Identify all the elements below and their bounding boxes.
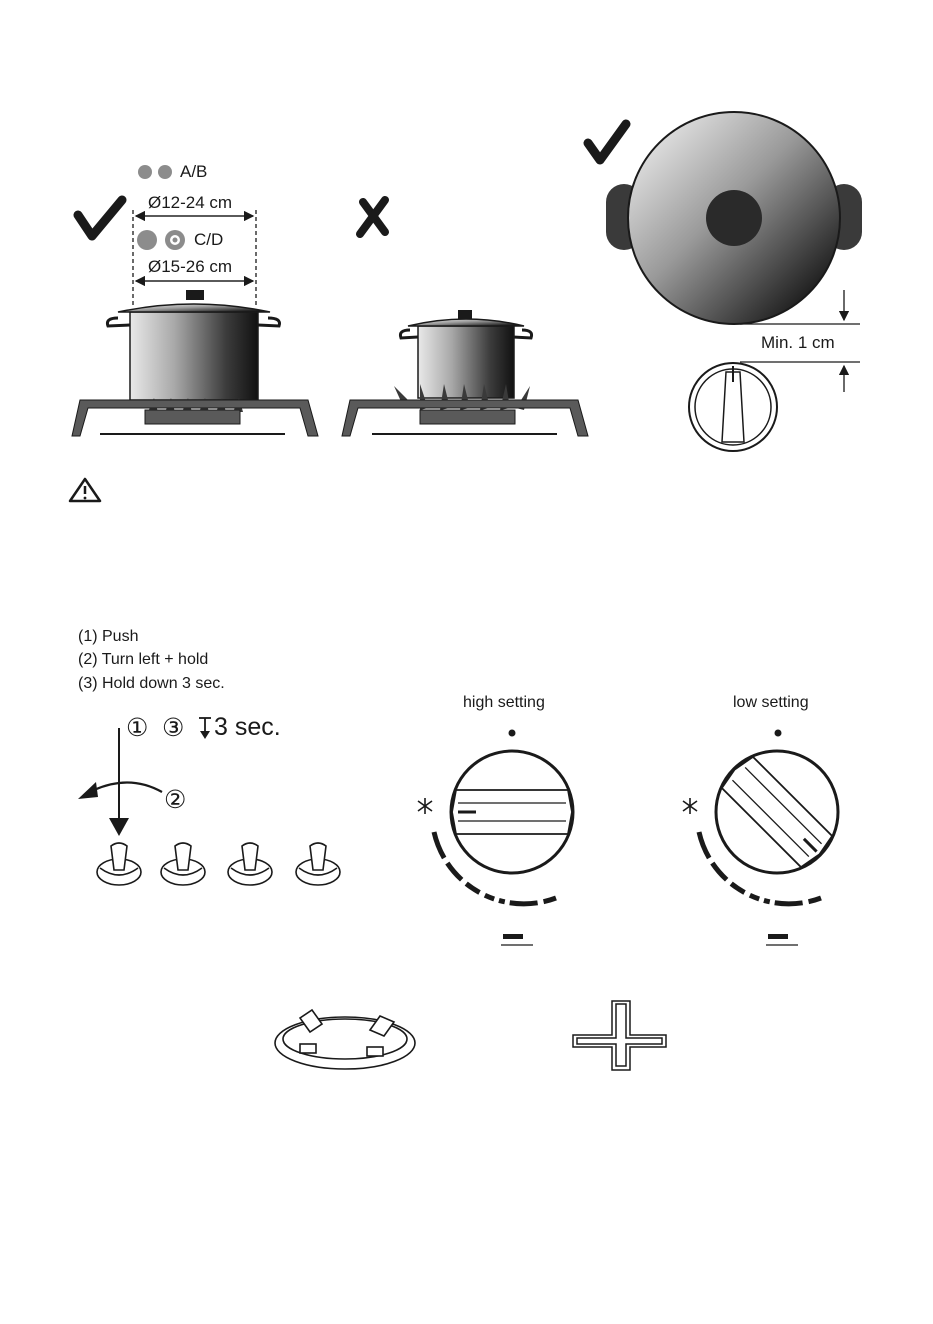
knob-4 — [296, 843, 340, 885]
burner-group-2-size: Ø15-26 cm — [148, 257, 233, 276]
ignition-step-1: (1) Push — [78, 628, 139, 645]
wok-ring — [275, 1010, 415, 1069]
simmer-plate — [573, 1001, 666, 1070]
check-icon — [588, 124, 626, 160]
knob-2 — [161, 843, 205, 885]
hold-down-icon — [199, 718, 211, 739]
low-setting-label: low setting — [733, 694, 809, 711]
minimum-flame-icon — [501, 934, 533, 945]
burner-group-1-size: Ø12-24 cm — [148, 193, 233, 212]
knob-low-setting — [683, 730, 838, 946]
ignition-flame-icon — [418, 798, 432, 814]
step-1-marker: ① — [126, 714, 149, 742]
burner-large-icon — [137, 230, 185, 250]
check-icon — [78, 200, 122, 236]
step-3-marker: ③ — [162, 714, 185, 742]
off-position-dot — [775, 730, 782, 737]
correct-pot — [107, 290, 279, 400]
step-2-marker: ② — [164, 786, 187, 814]
pan-support-right — [342, 400, 588, 436]
pot-top-view — [606, 112, 862, 324]
knob-row — [97, 843, 340, 885]
hold-duration: 3 sec. — [214, 713, 281, 741]
knob-high-setting — [418, 730, 573, 946]
minimum-flame-icon — [766, 934, 798, 945]
clearance-label: Min. 1 cm — [761, 333, 835, 352]
high-setting-label: high setting — [463, 694, 545, 711]
knob-top-view — [689, 363, 777, 451]
ignition-step-3: (3) Hold down 3 sec. — [78, 675, 225, 692]
burner-group-2-label: C/D — [194, 230, 224, 249]
burner-group-1-label: A/B — [180, 162, 208, 181]
knob-3 — [228, 843, 272, 885]
off-position-dot — [509, 730, 516, 737]
pan-support-left — [72, 400, 318, 436]
ignition-flame-icon — [683, 798, 697, 814]
burner-small-icon — [138, 165, 172, 179]
warning-icon — [70, 479, 100, 501]
ignition-step-2: (2) Turn left + hold — [78, 651, 209, 668]
cross-icon — [360, 200, 385, 234]
knob-1 — [97, 843, 141, 885]
